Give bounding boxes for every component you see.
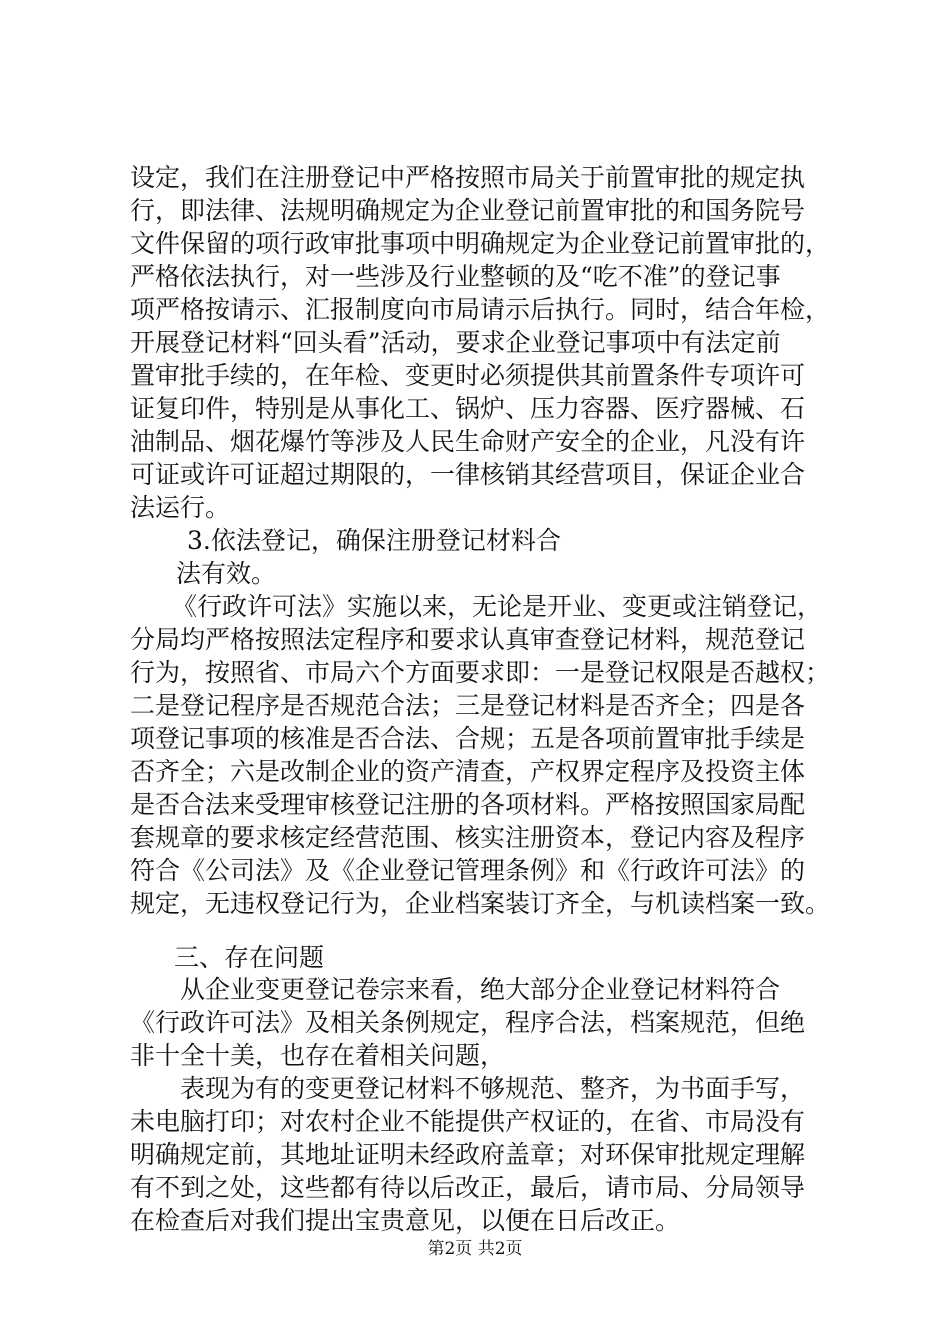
- text-line: 《行政许可法》及相关条例规定，程序合法，档案规范，但绝: [130, 1008, 806, 1037]
- text-line: 法有效。: [176, 559, 277, 588]
- text-line: 二是登记程序是否规范合法；三是登记材料是否齐全；四是各: [130, 691, 806, 720]
- text-line: 明确规定前，其地址证明未经政府盖章；对环保审批规定理解: [130, 1140, 806, 1169]
- text-line: 从企业变更登记卷宗来看，绝大部分企业登记材料符合: [180, 975, 781, 1004]
- text-line: 可证或许可证超过期限的，一律核销其经营项目，保证企业合: [130, 460, 806, 489]
- text-line: 未电脑打印；对农村企业不能提供产权证的，在省、市局没有: [130, 1107, 806, 1136]
- text-line: 否齐全；六是改制企业的资产清查，产权界定程序及投资主体: [130, 757, 806, 786]
- text-line: 非十全十美，也存在着相关问题，: [130, 1041, 506, 1070]
- text-line: 规定，无违权登记行为，企业档案装订齐全，与机读档案一致。: [130, 889, 831, 918]
- text-line: 《行政许可法》实施以来，无论是开业、变更或注销登记，: [172, 592, 823, 621]
- text-line: 项登记事项的核准是否合法、合规；五是各项前置审批手续是: [130, 724, 806, 753]
- text-line: 套规章的要求核定经营范围、核实注册资本，登记内容及程序: [130, 823, 806, 852]
- text-line: 表现为有的变更登记材料不够规范、整齐，为书面手写，: [180, 1074, 806, 1103]
- text-line: 符合《公司法》及《企业登记管理条例》和《行政许可法》的: [130, 856, 806, 885]
- text-line: 开展登记材料“回头看”活动，要求企业登记事项中有法定前: [130, 328, 781, 357]
- text-line: 行，即法律、法规明确规定为企业登记前置审批的和国务院号: [130, 196, 806, 225]
- text-line: 是否合法来受理审核登记注册的各项材料。严格按照国家局配: [130, 790, 806, 819]
- text-line: 3.依法登记，确保注册登记材料合: [187, 526, 561, 555]
- text-line: 油制品、烟花爆竹等涉及人民生命财产安全的企业，凡没有许: [130, 427, 806, 456]
- text-line: 项严格按请示、汇报制度向市局请示后执行。同时，结合年检，: [130, 295, 831, 324]
- text-line: 分局均严格按照法定程序和要求认真审查登记材料，规范登记: [130, 625, 806, 654]
- text-line: 法运行。: [130, 493, 231, 522]
- text-line: 有不到之处，这些都有待以后改正，最后，请市局、分局领导: [130, 1173, 806, 1202]
- text-line: 严格依法执行，对一些涉及行业整顿的及“吃不准”的登记事: [130, 262, 781, 291]
- text-line: 文件保留的项行政审批事项中明确规定为企业登记前置审批的，: [130, 229, 831, 258]
- text-line: 设定，我们在注册登记中严格按照市局关于前置审批的规定执: [130, 163, 806, 192]
- text-line: 三、存在问题: [174, 943, 325, 972]
- text-line: 行为，按照省、市局六个方面要求即：一是登记权限是否越权；: [130, 658, 831, 687]
- text-line: 置审批手续的，在年检、变更时必须提供其前置条件专项许可: [130, 361, 806, 390]
- text-line: 在检查后对我们提出宝贵意见，以便在日后改正。: [130, 1206, 681, 1235]
- text-line: 证复印件，特别是从事化工、锅炉、压力容器、医疗器械、石: [130, 394, 806, 423]
- page-footer: 第2页 共2页: [427, 1239, 523, 1259]
